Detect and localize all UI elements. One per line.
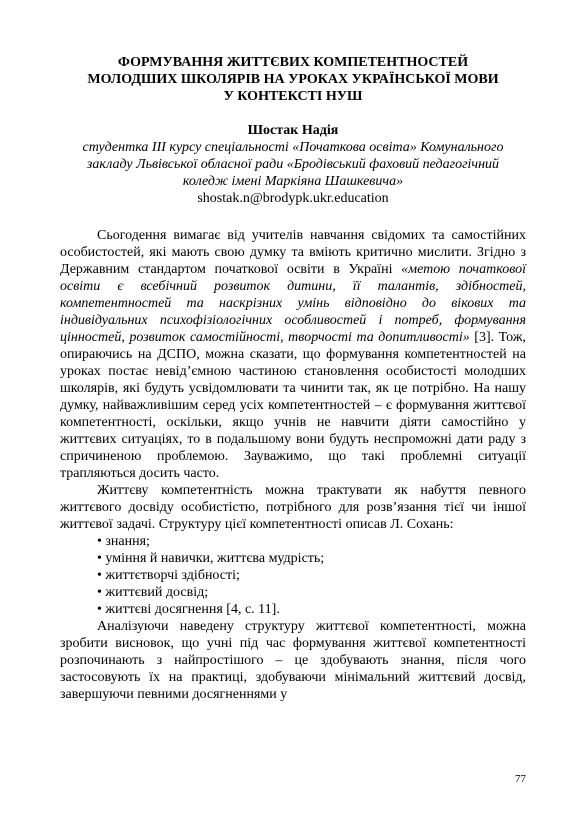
author-email: shostak.n@brodypk.ukr.education (197, 191, 389, 206)
article-title (60, 54, 526, 105)
affiliation-line-1: студентка ІІІ курсу спеціальності «Початкова освіта» Комунального (82, 140, 504, 155)
paragraph-1-intro: Сьогодення вимагає від учителів навчання свідомих та самостійних особистостей, які мають свою думку та вміють критично мислити. Згідно з Державним стандартом початкової освіти в Україні (60, 228, 526, 277)
list-item: • життєтворчі здібності; (97, 568, 240, 583)
author-name: Шостак Надія (247, 123, 339, 138)
list-item: • життєвий досвід; (97, 585, 209, 600)
list-item: • життєві досягнення [4, с. 11]. (97, 602, 280, 617)
paragraph-3: Аналізуючи наведену структуру життєвої компетентності, можна зробити висновок, що учні під час формування життєвої компетентності розпочинають з найпростішого – це здобувають знання, після чого застосовують їх на практиці, здобуваючи мінімальний життєвий досвід, завершуючи певними досягненнями у (60, 619, 526, 702)
author-block (60, 122, 526, 207)
article-page (60, 54, 526, 703)
title-line-2: МОЛОДШИХ ШКОЛЯРІВ НА УРОКАХ УКРАЇНСЬКОЇ МОВИ (87, 72, 499, 87)
title-line-3: У КОНТЕКСТІ НУШ (223, 89, 363, 104)
author-affiliation (60, 139, 526, 190)
article-body (60, 227, 526, 703)
paragraph-2: Життєву компетентність можна трактувати як набуття певного життєвого досвіду особистістю, потрібного для розв’язання тієї чи іншої життєвої задачі. Структуру цієї компетентності описав Л. Сохань: (60, 483, 526, 532)
affiliation-line-2: закладу Львівської обласної ради «Бродівський фаховий педагогічний (86, 157, 500, 172)
competence-structure-list (60, 533, 526, 618)
affiliation-line-3: коледж імені Маркіяна Шашкевича» (182, 174, 404, 189)
standard-quote: «метою початкової освіти є всебічний розвиток дитини, її талантів, здібностей, компетентностей та наскрізних умінь відповідно до вікових та індивідуальних психофізіологічних особливостей і потреб, формування цінностей, розвиток самостійності, творчості та допитливості» (60, 262, 526, 345)
title-line-1: ФОРМУВАННЯ ЖИТТЄВИХ КОМПЕТЕНТНОСТЕЙ (117, 55, 469, 70)
list-item: • знання; (97, 534, 150, 549)
list-item: • уміння й навички, життєва мудрість; (97, 551, 325, 566)
page-number: 77 (515, 773, 526, 785)
paragraph-1 (60, 227, 526, 482)
paragraph-1-rest: [3]. Тож, опираючись на ДСПО, можна сказати, що формування компетентностей на уроках постає невід’ємною частиною становлення особистості молодших школярів, які будуть усвідомлювати та чинити так, як це потрібно. На нашу думку, найважливішим серед усіх компетентностей – є формування життєвої компетентності, оскільки, якщо учнів не навчити діяти самостійно у життєвих ситуаціях, то в подальшому вони будуть неспроможні дати раду з спричиненою проблемою. Зауважимо, що такі проблемні ситуації трапляються досить часто. (60, 330, 526, 481)
